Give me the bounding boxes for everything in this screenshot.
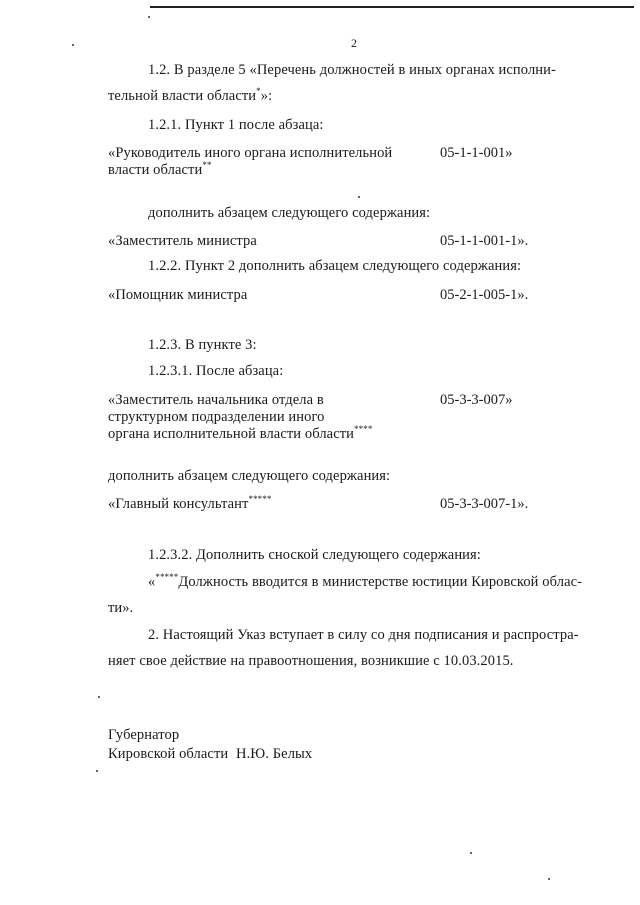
- entry-1-line-2: власти области**: [108, 160, 212, 178]
- section-intro-line-2: тельной власти области*»:: [108, 86, 273, 104]
- signature-title-line-1: Губернатор: [108, 727, 180, 743]
- scan-speck: [470, 852, 472, 854]
- entry-1-line-1: «Руководитель иного органа исполнительной: [108, 145, 393, 161]
- paragraph-1-2-1: 1.2.1. Пункт 1 после абзаца:: [148, 117, 324, 133]
- signature-title-line-2: Кировской области: [108, 746, 229, 762]
- scan-edge-line: [150, 6, 634, 8]
- paragraph-1-2-3: 1.2.3. В пункте 3:: [148, 337, 257, 353]
- scan-speck: [98, 696, 100, 698]
- entry-3-text: «Помощник министра: [108, 287, 248, 303]
- footnote-line-1: «*****Должность вводится в министерстве юстиции Кировской облас-: [148, 572, 583, 590]
- entry-3-code: 05-2-1-005-1».: [440, 287, 529, 303]
- paragraph-2-line-2: няет свое действие на правоотношения, возникшие с 10.03.2015.: [108, 653, 514, 669]
- scan-speck: [358, 196, 360, 198]
- entry-5-text: «Главный консультант*****: [108, 494, 272, 512]
- paragraph-1-2-3-1: 1.2.3.1. После абзаца:: [148, 363, 284, 379]
- scan-speck: [96, 770, 98, 772]
- entry-4-line-2: структурном подразделении иного: [108, 409, 325, 425]
- entry-1-code: 05-1-1-001»: [440, 145, 513, 161]
- scan-speck: [148, 16, 150, 18]
- scan-speck: [72, 44, 74, 46]
- footnote-line-2: ти».: [108, 600, 134, 616]
- entry-4-line-1: «Заместитель начальника отдела в: [108, 392, 324, 408]
- signature-name: Н.Ю. Белых: [236, 746, 313, 762]
- add-paragraph-note-1: дополнить абзацем следующего содержания:: [148, 205, 431, 221]
- entry-2-text: «Заместитель министра: [108, 233, 257, 249]
- entry-4-line-3: органа исполнительной власти области****: [108, 424, 373, 442]
- entry-2-code: 05-1-1-001-1».: [440, 233, 529, 249]
- page-number: 2: [351, 36, 358, 50]
- scan-speck: [548, 878, 550, 880]
- paragraph-2-line-1: 2. Настоящий Указ вступает в силу со дня подписания и распростра-: [148, 627, 579, 643]
- entry-5-code: 05-3-3-007-1».: [440, 496, 529, 512]
- entry-4-code: 05-3-3-007»: [440, 392, 513, 408]
- paragraph-1-2-2: 1.2.2. Пункт 2 дополнить абзацем следующего содержания:: [148, 258, 522, 274]
- section-intro-line-1: 1.2. В разделе 5 «Перечень должностей в иных органах исполни-: [148, 62, 556, 78]
- add-paragraph-note-2: дополнить абзацем следующего содержания:: [108, 468, 391, 484]
- paragraph-1-2-3-2: 1.2.3.2. Дополнить сноской следующего содержания:: [148, 547, 481, 563]
